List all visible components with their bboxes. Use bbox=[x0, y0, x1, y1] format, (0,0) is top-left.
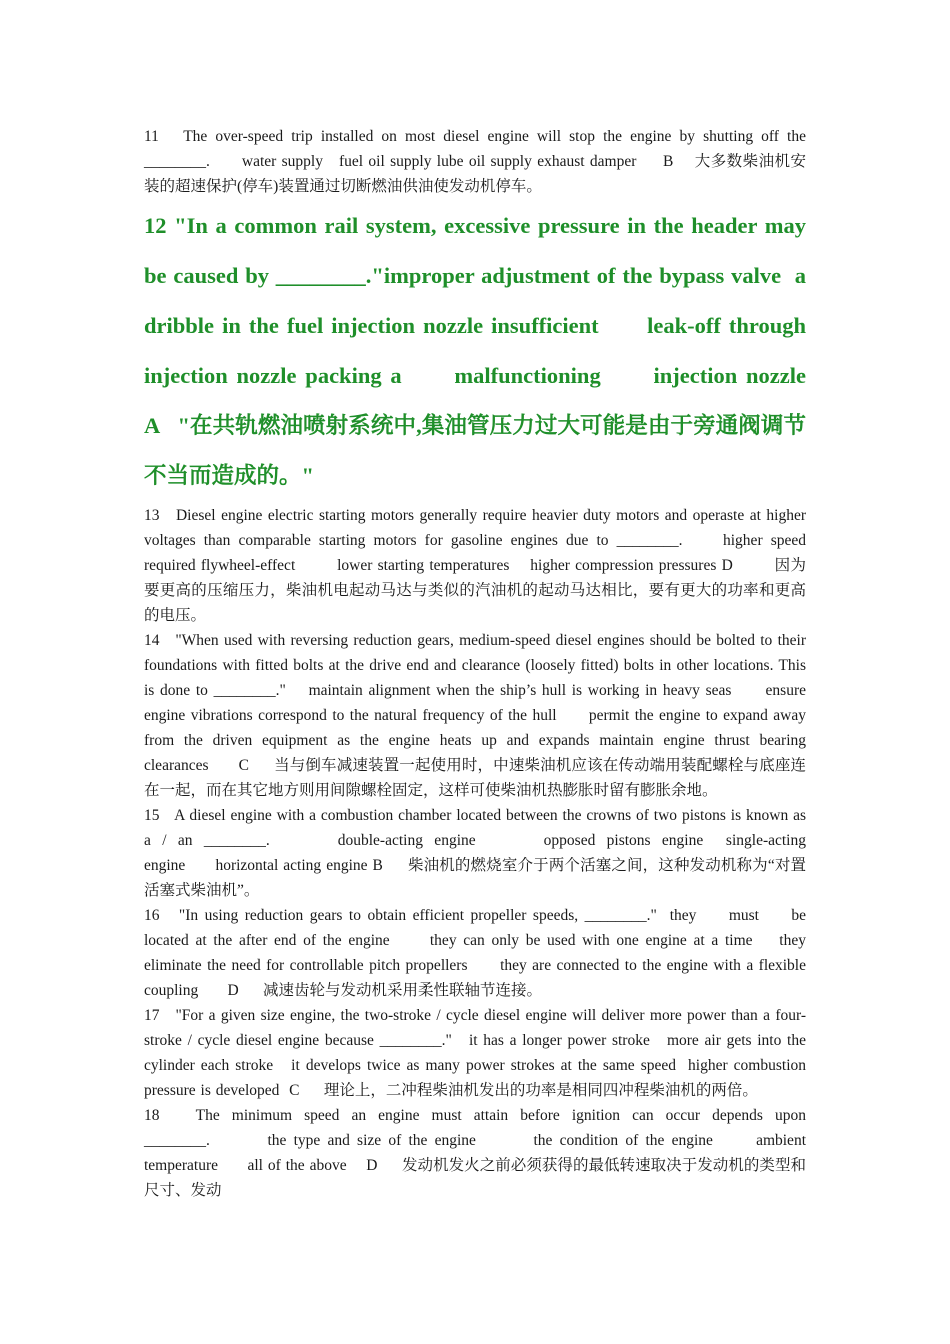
question-15: 15 A diesel engine with a combustion chamber located between the crowns of two pistons is known as a / an ________. double-acting engine opposed pistons engine single-acting engine horizontal acting engine B 柴油机的燃烧室介于两个活塞之间，这种发动机称为“对置活塞式柴油机”。 bbox=[144, 807, 806, 899]
question-16: 16 "In using reduction gears to obtain efficient propeller speeds, ________." they must be located at the after end of the engine they can only be used with one engine at a time they eliminate the need for controllable pitch propellers they are connected to the engine with a flexible coupling D 减速齿轮与发动机采用柔性联轴节连接。 bbox=[144, 907, 806, 999]
question-13: 13 Diesel engine electric starting motors generally require heavier duty motors and operaste at higher voltages than comparable starting motors for gasoline engines due to ________. higher speed required flywheel-effect lower starting temperatures higher compression pressures D 因为要更高的压缩压力，柴油机电起动马达与类似的汽油机的起动马达相比，要有更大的功率和更高的电压。 bbox=[144, 507, 806, 624]
question-17: 17 "For a given size engine, the two-stroke / cycle diesel engine will deliver more power than a four-stroke / cycle diesel engine because ________." it has a longer power stroke more air gets into the cylinder each stroke it develops twice as many power strokes at the same speed higher combustion pressure is developed C 理论上，二冲程柴油机发出的功率是相同四冲程柴油机的两倍。 bbox=[144, 1007, 806, 1099]
question-14: 14 "When used with reversing reduction gears, medium-speed diesel engines should be bolted to their foundations with fitted bolts at the drive end and clearance (loosely fitted) bolts in other locations. This is done to ________." maintain alignment when the ship’s hull is working in heavy seas ensure engine vibrations correspond to the natural frequency of the hull permit the engine to expand away from the driven equipment as the engine heats up and expands maintain engine thrust bearing clearances C 当与倒车减速装置一起使用时，中速柴油机应该在传动端用装配螺栓与底座连在一起，而在其它地方则用间隙螺栓固定，这样可使柴油机热膨胀时留有膨胀余地。 bbox=[144, 632, 806, 799]
question-18: 18 The minimum speed an engine must attain before ignition can occur depends upon ________. the type and size of the engine the condition of the engine ambient temperature all of the above D 发动机发火之前必须获得的最低转速取决于发动机的类型和尺寸、发动 bbox=[144, 1107, 806, 1199]
question-12-highlighted: 12 "In a common rail system, excessive pressure in the header may be caused by ________."improper adjustment of the bypass valve a dribble in the fuel injection nozzle insufficient leak-off through injection nozzle packing a malfunctioning injection nozzle A "在共轨燃油喷射系统中,集油管压力过大可能是由于旁通阀调节不当而造成的。" bbox=[144, 213, 806, 488]
document-page bbox=[144, 124, 806, 1203]
question-11: 11 The over-speed trip installed on most diesel engine will stop the engine by shutting off the ________. water supply fuel oil supply lube oil supply exhaust damper B 大多数柴油机安装的超速保护(停车)装置通过切断燃油供油使发动机停车。 bbox=[144, 128, 806, 195]
